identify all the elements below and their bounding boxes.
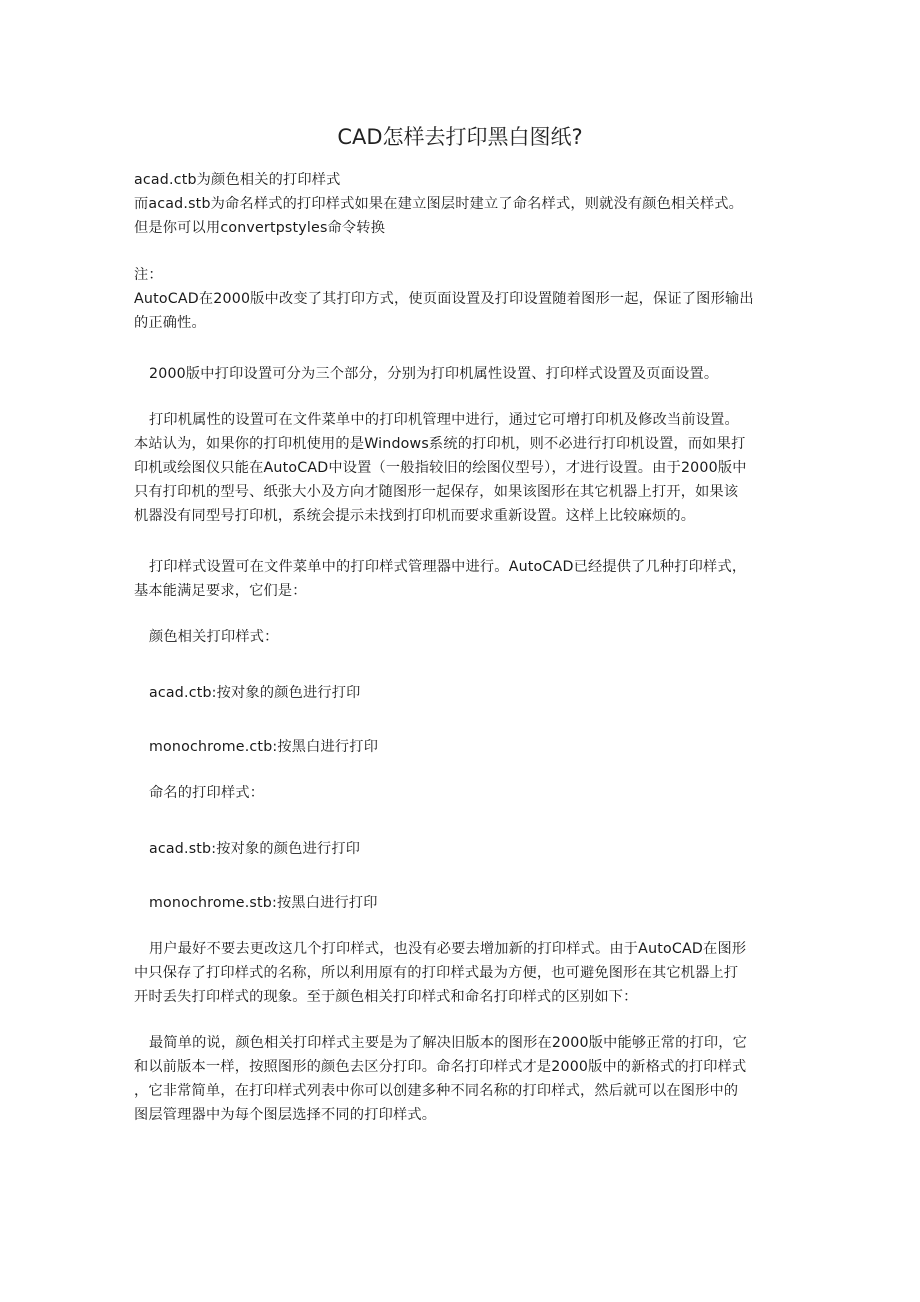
difference-line: 图层管理器中为每个图层选择不同的打印样式。 [134, 1107, 437, 1123]
acad-ctb-item: acad.ctb:按对象的颜色进行打印 [149, 685, 361, 701]
difference-line: ，它非常简单，在打印样式列表中你可以创建多种不同名称的打印样式，然后就可以在图形中的 [134, 1083, 739, 1099]
color-styles-label: 颜色相关打印样式： [149, 629, 279, 645]
difference-line: 最简单的说，颜色相关打印样式主要是为了解决旧版本的图形在2000版中能够正常的打印，它 [149, 1035, 748, 1051]
intro-line: 而acad.stb为命名样式的打印样式如果在建立图层时建立了命名样式，则就没有颜色相关样式。 [134, 196, 743, 212]
note-line: AutoCAD在2000版中改变了其打印方式，使页面设置及打印设置随着图形一起，保证了图形输出 [134, 291, 754, 307]
note-paragraph [134, 263, 794, 335]
named-styles-label: 命名的打印样式： [149, 785, 265, 801]
difference-paragraph [134, 1031, 794, 1127]
difference-line: 和以前版本一样，按照图形的颜色去区分打印。命名打印样式才是2000版中的新格式的打印样式 [134, 1059, 747, 1075]
advice-line: 开时丢失打印样式的现象。至于颜色相关打印样式和命名打印样式的区别如下： [134, 989, 638, 1005]
monochrome-ctb-item: monochrome.ctb:按黑白进行打印 [149, 739, 379, 755]
printer-line: 印机或绘图仪只能在AutoCAD中设置（一般指较旧的绘图仪型号），才进行设置。由于2000版中 [134, 460, 747, 476]
advice-paragraph [134, 937, 794, 1009]
advice-line: 用户最好不要去更改这几个打印样式，也没有必要去增加新的打印样式。由于AutoCAD在图形 [149, 941, 747, 957]
acad-stb-item: acad.stb:按对象的颜色进行打印 [149, 841, 361, 857]
settings-line: 2000版中打印设置可分为三个部分，分别为打印机属性设置、打印样式设置及页面设置。 [149, 366, 719, 382]
styles-line: 基本能满足要求，它们是： [134, 583, 307, 599]
styles-line: 打印样式设置可在文件菜单中的打印样式管理器中进行。AutoCAD已经提供了几种打印样式， [149, 559, 747, 575]
note-label: 注： [134, 267, 163, 283]
monochrome-stb-item: monochrome.stb:按黑白进行打印 [149, 895, 378, 911]
printer-line: 只有打印机的型号、纸张大小及方向才随图形一起保存，如果该图形在其它机器上打开，如果该 [134, 484, 739, 500]
document-title: CAD怎样去打印黑白图纸? [337, 125, 583, 149]
printer-line: 打印机属性的设置可在文件菜单中的打印机管理中进行，通过它可增打印机及修改当前设置。 [149, 412, 739, 428]
styles-paragraph [134, 555, 794, 603]
printer-paragraph [134, 408, 794, 528]
intro-line: acad.ctb为颜色相关的打印样式 [134, 172, 341, 188]
note-line: 的正确性。 [134, 315, 206, 331]
intro-line: 但是你可以用convertpstyles命令转换 [134, 220, 386, 236]
intro-paragraph [134, 168, 794, 240]
printer-line: 本站认为，如果你的打印机使用的是Windows系统的打印机，则不必进行打印机设置，而如果打 [134, 436, 746, 452]
printer-line: 机器没有同型号打印机，系统会提示未找到打印机而要求重新设置。这样上比较麻烦的。 [134, 508, 696, 524]
advice-line: 中只保存了打印样式的名称，所以利用原有的打印样式最为方便，也可避免图形在其它机器上打 [134, 965, 739, 981]
settings-paragraph [134, 362, 809, 386]
